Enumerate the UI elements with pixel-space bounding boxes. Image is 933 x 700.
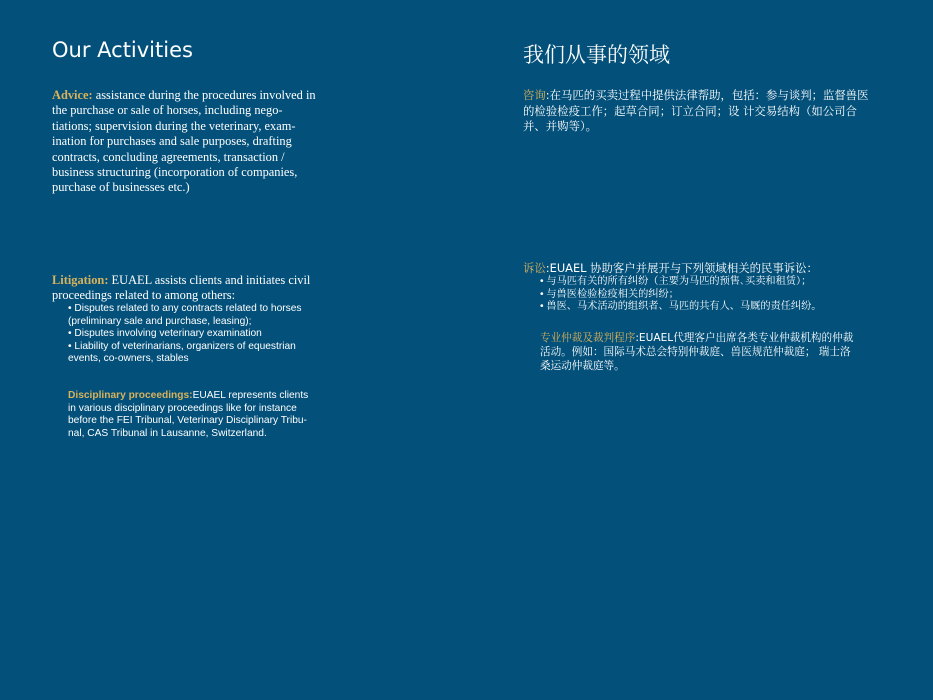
chinese-litigation-bullet-list (540, 276, 900, 314)
chinese-title: 我们从事的领域 (523, 43, 670, 67)
disciplinary-paragraph (68, 390, 318, 440)
chinese-disciplinary-label: 专业仲裁及裁判程序 (540, 332, 636, 344)
list-item: • 与兽医检验检疫相关的纠纷； (540, 289, 900, 302)
chinese-litigation-label: 诉讼 (523, 261, 546, 275)
litigation-label: Litigation: (52, 273, 109, 287)
disciplinary-text: EUAEL represents clients in various disciplinary proceedings like for instance before the FEI Tribunal, Veterinary Disciplinary Tribu-nal, CAS Tribunal in Lausanne, Switzerland. (68, 390, 309, 439)
chinese-litigation-paragraph (523, 261, 903, 277)
list-item: • Disputes involving veterinary examination (68, 328, 318, 341)
litigation-paragraph (52, 273, 317, 304)
litigation-text: EUAEL assists clients and initiates civil proceedings related to among others: (52, 273, 311, 303)
advice-text: assistance during the procedures involved in the purchase or sale of horses, including nego-tiations; supervision during the veterinary, exam-ination for purchases and sale purposes, drafting contracts, concluding agreements, transaction / business structuring (incorporation of companies, purchase of businesses etc.) (52, 88, 316, 195)
chinese-litigation-text: :EUAEL 协助客户并展开与下列领域相关的民事诉讼： (545, 261, 818, 275)
chinese-disciplinary-text: :EUAEL代理客户出席各类专业仲裁机构的仲裁活动。例如：国际马术总会特别仲裁庭、兽医规范仲裁庭； 瑞士洛桑运动仲裁庭等。 (540, 332, 854, 372)
advice-paragraph (52, 88, 317, 196)
litigation-bullet-list (68, 303, 318, 366)
list-item: • Disputes related to any contracts related to horses (preliminary sale and purchase, leasing); (68, 303, 318, 328)
chinese-advice-label: 咨询 (523, 88, 546, 102)
disciplinary-label: Disciplinary proceedings: (68, 390, 193, 401)
list-item: • 与马匹有关的所有纠纷（主要为马匹的预售､买卖和租赁）； (540, 276, 900, 289)
chinese-disciplinary-paragraph (540, 331, 860, 373)
list-item: • Liability of veterinarians, organizers of equestrian events, co-owners, stables (68, 341, 318, 366)
chinese-advice-text: :在马匹的买卖过程中提供法律帮助，包括：参与谈判；监督兽医的检验检疫工作；起草合同；订立合同；设 计交易结构（如公司合并、并购等）。 (523, 88, 869, 133)
advice-label: Advice: (52, 88, 93, 102)
chinese-advice-paragraph (523, 88, 878, 135)
list-item: • 兽医、马术活动的组织者、马匹的共有人、马厩的责任纠纷。 (540, 301, 900, 314)
english-title: Our Activities (52, 38, 193, 62)
